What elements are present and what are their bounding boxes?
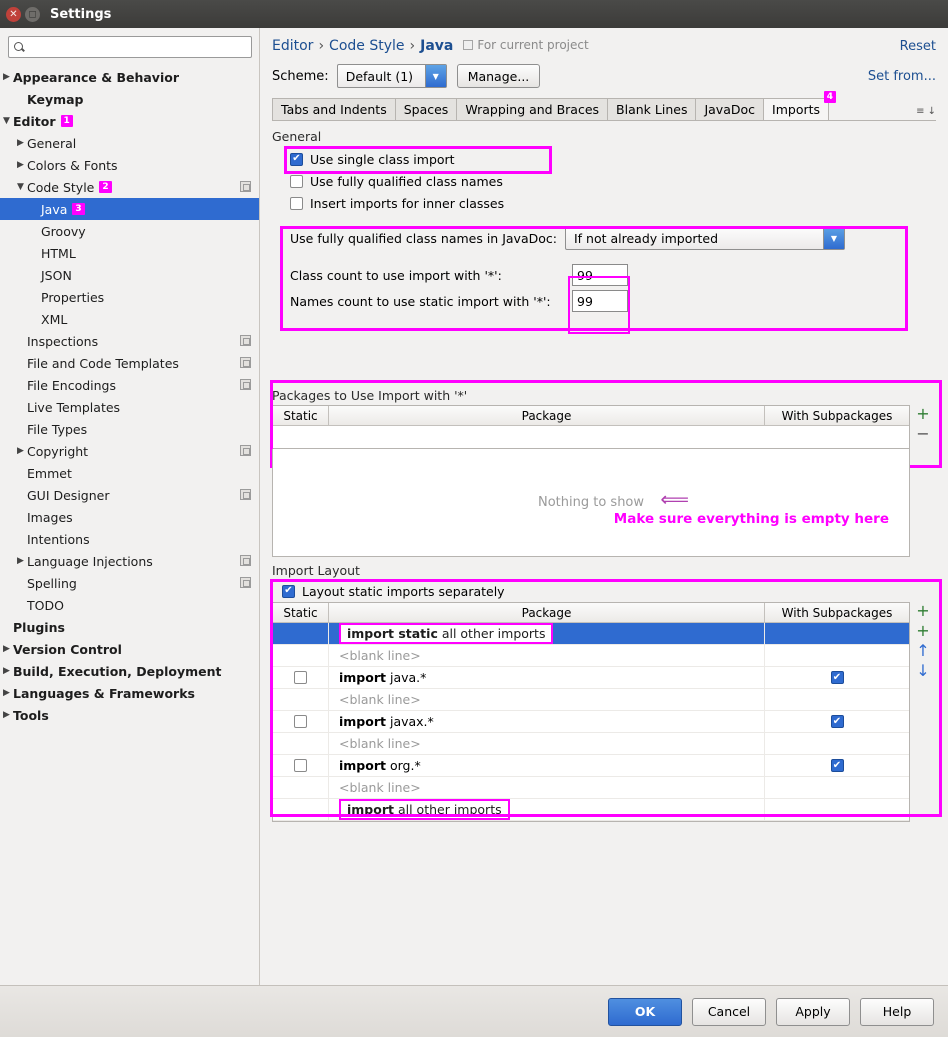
label-use-single-class-import: Use single class import	[310, 151, 455, 167]
scope-note-label: For current project	[477, 38, 589, 52]
config-scope-icon	[240, 181, 251, 192]
sidebar-item-language-injections[interactable]	[0, 550, 259, 572]
move-up-icon[interactable]: ↑	[916, 641, 930, 660]
scheme-value: Default (1)	[345, 68, 414, 84]
sidebar-item-label: Emmet	[27, 465, 72, 481]
chevron-right-icon[interactable]	[14, 138, 27, 148]
package-keyword: import	[339, 758, 386, 773]
package-text: <blank line>	[339, 736, 421, 751]
chevron-down-icon[interactable]: ▼	[425, 65, 446, 87]
scheme-label: Scheme:	[272, 68, 329, 84]
sidebar-item-xml[interactable]	[0, 308, 259, 330]
settings-tree	[0, 66, 259, 726]
general-group-title: General	[272, 129, 322, 144]
help-button[interactable]: Help	[860, 998, 934, 1026]
sidebar-item-label: Groovy	[41, 223, 86, 239]
package-text: import all other imports	[339, 799, 510, 820]
sidebar-item-label: General	[27, 135, 77, 151]
search-icon	[13, 41, 26, 54]
sidebar-item-live-templates[interactable]	[0, 396, 259, 418]
project-scope-icon	[463, 40, 473, 50]
tab-bar	[272, 92, 936, 121]
sidebar-item-inspections[interactable]	[0, 330, 259, 352]
add-package-button[interactable]: +	[916, 404, 930, 423]
sidebar-item-label: Java	[41, 201, 68, 217]
reset-link[interactable]: Reset	[899, 39, 936, 54]
packages-panel-title: Packages to Use Import with '*'	[272, 388, 468, 403]
sidebar-item-label: Copyright	[27, 443, 89, 459]
package-text: import static all other imports	[339, 623, 553, 644]
sidebar-item-languages-frameworks[interactable]	[0, 682, 259, 704]
manage-button[interactable]: Manage...	[457, 64, 541, 88]
sidebar-item-label: TODO	[27, 597, 64, 613]
scheme-row	[272, 64, 936, 88]
sidebar-item-copyright[interactable]	[0, 440, 259, 462]
sidebar-item-label: Colors & Fonts	[27, 157, 118, 173]
config-scope-icon	[240, 335, 251, 346]
tab-tabs-and-indents[interactable]	[272, 98, 396, 120]
ok-button[interactable]: OK	[608, 998, 682, 1026]
tab-label: Tabs and Indents	[281, 102, 387, 117]
sidebar-item-file-types[interactable]	[0, 418, 259, 440]
sidebar-item-label: JSON	[41, 267, 72, 283]
config-scope-icon	[240, 379, 251, 390]
label-insert-imports-inner-classes: Insert imports for inner classes	[310, 195, 505, 211]
search-input[interactable]	[26, 39, 247, 55]
package-keyword: import	[339, 670, 386, 685]
sidebar-item-label: Languages & Frameworks	[13, 685, 195, 701]
step-badge: 4	[824, 91, 836, 103]
close-icon[interactable]: ✕	[6, 7, 21, 22]
sidebar-item-label: File Encodings	[27, 377, 117, 393]
chevron-right-icon[interactable]	[14, 160, 27, 170]
settings-sidebar	[0, 28, 260, 985]
sidebar-item-label: Inspections	[27, 333, 99, 349]
set-from-link[interactable]: Set from...	[867, 68, 936, 84]
scheme-combo[interactable]	[337, 64, 447, 88]
add-package-icon[interactable]: +	[916, 601, 930, 620]
config-scope-icon	[240, 555, 251, 566]
settings-main	[260, 28, 948, 985]
sidebar-item-keymap[interactable]	[0, 88, 259, 110]
cancel-button[interactable]: Cancel	[692, 998, 766, 1026]
breadcrumb-code-style[interactable]: Code Style	[329, 38, 405, 54]
sidebar-item-java[interactable]	[0, 198, 259, 220]
search-box[interactable]	[8, 36, 252, 58]
breadcrumb-sep: ›	[409, 38, 416, 54]
packages-empty-area	[272, 449, 910, 557]
step-badge: 2	[99, 181, 111, 193]
package-keyword: import	[347, 802, 394, 817]
sidebar-item-label: Editor	[13, 113, 56, 129]
col-static: Static	[273, 603, 329, 622]
apply-button[interactable]: Apply	[776, 998, 850, 1026]
sidebar-item-label: Build, Execution, Deployment	[13, 663, 222, 679]
sidebar-item-editor[interactable]	[0, 110, 259, 132]
chevron-right-icon[interactable]	[0, 666, 13, 676]
tab-javadoc[interactable]	[695, 98, 764, 120]
class-count-label: Class count to use import with '*':	[290, 267, 502, 283]
chevron-right-icon[interactable]	[0, 710, 13, 720]
col-with-subpackages: With Subpackages	[781, 408, 893, 423]
sidebar-search	[0, 28, 259, 62]
sidebar-item-label: Appearance & Behavior	[13, 69, 179, 85]
sidebar-item-plugins[interactable]	[0, 616, 259, 638]
package-text: <blank line>	[339, 692, 421, 707]
tab-imports[interactable]	[763, 92, 834, 120]
config-scope-icon	[240, 577, 251, 588]
sidebar-item-emmet[interactable]	[0, 462, 259, 484]
sidebar-item-label: GUI Designer	[27, 487, 110, 503]
tab-label: JavaDoc	[704, 102, 756, 117]
breadcrumb-editor[interactable]: Editor	[272, 38, 314, 54]
chevron-right-icon[interactable]	[14, 446, 27, 456]
javadoc-value: If not already imported	[573, 230, 719, 246]
step-badge: 3	[72, 203, 84, 215]
import-layout-title: Import Layout	[272, 563, 360, 578]
chevron-right-icon[interactable]	[14, 556, 27, 566]
sidebar-item-todo[interactable]	[0, 594, 259, 616]
label-layout-static-separately: Layout static imports separately	[302, 583, 505, 599]
package-keyword: import	[339, 714, 386, 729]
scope-note	[463, 38, 588, 52]
sidebar-item-appearance-behavior[interactable]	[0, 66, 259, 88]
package-keyword: import static	[347, 626, 438, 641]
packages-empty-text: Nothing to show	[537, 495, 645, 510]
config-scope-icon	[240, 445, 251, 456]
col-static: Static	[273, 406, 329, 425]
config-scope-icon	[240, 357, 251, 368]
window-title: Settings	[50, 6, 112, 22]
names-count-label: Names count to use static import with '*':	[290, 293, 551, 309]
tab-label: Imports	[772, 102, 821, 117]
sidebar-item-label: Properties	[41, 289, 105, 305]
sidebar-item-file-encodings[interactable]	[0, 374, 259, 396]
chevron-right-icon[interactable]	[0, 688, 13, 698]
javadoc-label: Use fully qualified class names in JavaDoc:	[290, 230, 557, 246]
sidebar-item-version-control[interactable]	[0, 638, 259, 660]
label-use-fully-qualified-names: Use fully qualified class names	[310, 173, 503, 189]
package-text: import java.*	[339, 670, 427, 685]
chevron-right-icon[interactable]	[0, 72, 13, 82]
sidebar-item-general[interactable]	[0, 132, 259, 154]
sidebar-item-code-style[interactable]	[0, 176, 259, 198]
breadcrumb-java: Java	[420, 38, 454, 54]
sidebar-item-label: File Types	[27, 421, 88, 437]
package-text: <blank line>	[339, 780, 421, 795]
tab-wrapping-and-braces[interactable]	[456, 98, 608, 120]
chevron-down-icon[interactable]	[0, 116, 13, 126]
highlight-single-import	[284, 146, 552, 174]
tab-label: Spaces	[403, 102, 449, 117]
minimize-icon[interactable]: ◻	[25, 7, 40, 22]
col-package: Package	[329, 603, 765, 622]
sidebar-item-file-and-code-templates[interactable]	[0, 352, 259, 374]
sidebar-item-label: Tools	[13, 707, 49, 723]
package-text: import javax.*	[339, 714, 434, 729]
sidebar-item-label: Intentions	[27, 531, 90, 547]
pointer-arrow-icon: ⟸	[660, 487, 689, 511]
package-text: <blank line>	[339, 648, 421, 663]
breadcrumb	[272, 38, 936, 54]
window-body	[0, 28, 948, 985]
imports-panel	[272, 121, 936, 985]
sidebar-item-html[interactable]	[0, 242, 259, 264]
sidebar-item-colors-fonts[interactable]	[0, 154, 259, 176]
sidebar-item-label: Code Style	[27, 179, 95, 195]
sidebar-item-label: Images	[27, 509, 73, 525]
packages-annotation: Make sure everything is empty here	[613, 511, 889, 527]
config-scope-icon	[240, 489, 251, 500]
tab-label: Blank Lines	[616, 102, 688, 117]
remove-package-button[interactable]: −	[916, 424, 930, 443]
sidebar-item-tools[interactable]	[0, 704, 259, 726]
sidebar-item-groovy[interactable]	[0, 220, 259, 242]
dialog-buttons	[0, 985, 948, 1037]
sidebar-item-build-execution-deployment[interactable]	[0, 660, 259, 682]
sidebar-item-label: Plugins	[13, 619, 65, 635]
chevron-down-icon[interactable]	[14, 182, 27, 192]
class-count-input[interactable]: 99	[572, 264, 628, 286]
tab-spaces[interactable]	[395, 98, 458, 120]
title-bar	[0, 0, 948, 28]
checkbox-insert-imports-inner-classes[interactable]	[290, 197, 303, 210]
sidebar-item-images[interactable]	[0, 506, 259, 528]
sidebar-item-label: Language Injections	[27, 553, 153, 569]
sidebar-item-label: File and Code Templates	[27, 355, 179, 371]
move-down-icon[interactable]: ↓	[916, 661, 930, 680]
chevron-down-icon[interactable]: ▼	[823, 227, 844, 249]
chevron-right-icon[interactable]	[0, 644, 13, 654]
col-package: Package	[329, 406, 765, 425]
sidebar-item-label: Spelling	[27, 575, 77, 591]
highlight-count-fields	[568, 276, 630, 334]
sidebar-item-label: XML	[41, 311, 68, 327]
sidebar-item-spelling[interactable]	[0, 572, 259, 594]
checkbox-use-fully-qualified-names[interactable]	[290, 175, 303, 188]
sidebar-item-label: HTML	[41, 245, 76, 261]
sidebar-item-label: Live Templates	[27, 399, 121, 415]
sidebar-item-gui-designer[interactable]	[0, 484, 259, 506]
sidebar-item-json[interactable]	[0, 264, 259, 286]
add-blank-line-icon[interactable]: +	[916, 621, 930, 640]
names-count-input[interactable]: 99	[572, 290, 628, 312]
sidebar-item-intentions[interactable]	[0, 528, 259, 550]
col-with-subpackages: With Subpackages	[781, 605, 893, 620]
sidebar-item-label: Keymap	[27, 91, 84, 107]
step-badge: 1	[61, 115, 73, 127]
tab-overflow-icon[interactable]: ≡ ↓	[916, 106, 936, 117]
chk-insert-imports-inner-classes[interactable]	[290, 192, 936, 214]
highlight-import-layout	[270, 579, 942, 817]
breadcrumb-sep: ›	[318, 38, 325, 54]
tab-blank-lines[interactable]	[607, 98, 696, 120]
sidebar-item-label: Version Control	[13, 641, 122, 657]
package-text: import org.*	[339, 758, 421, 773]
sidebar-item-properties[interactable]	[0, 286, 259, 308]
tab-label: Wrapping and Braces	[465, 102, 600, 117]
